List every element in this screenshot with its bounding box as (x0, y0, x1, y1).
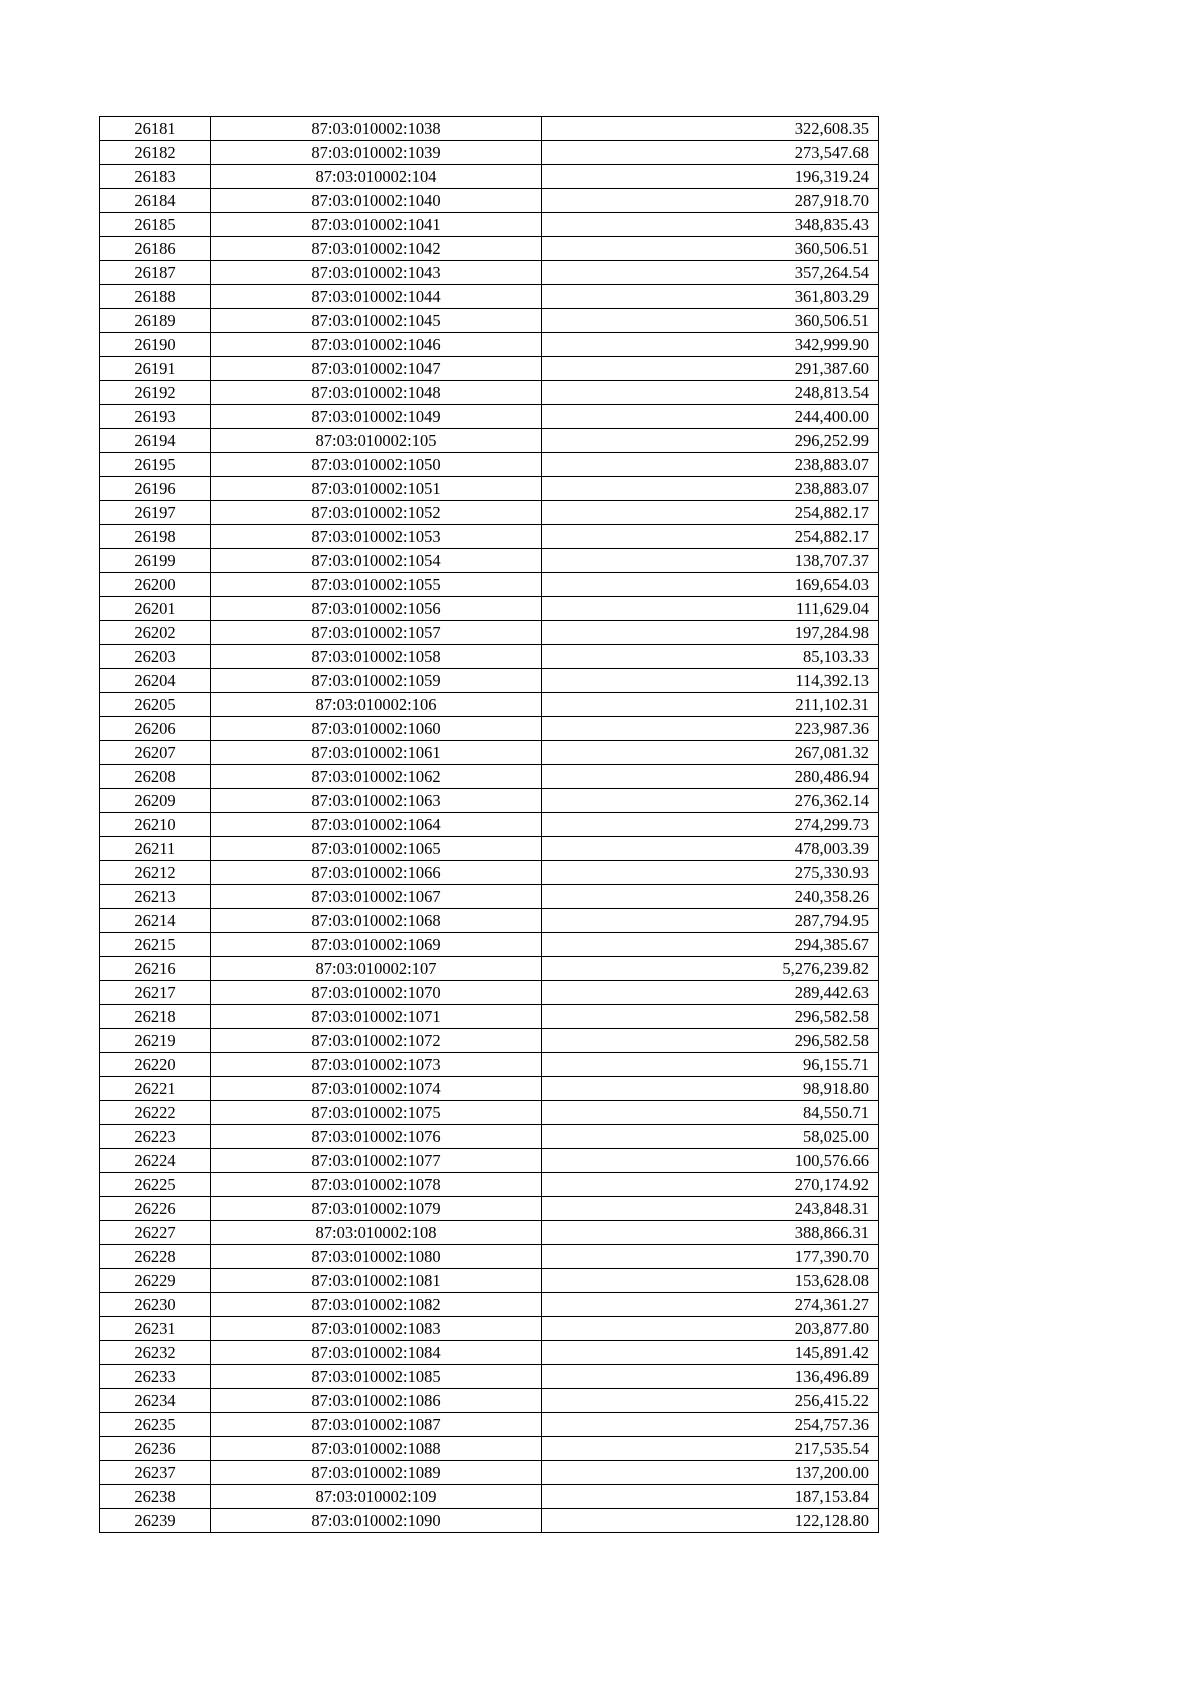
row-number-cell: 26181 (100, 117, 211, 141)
value-cell: 169,654.03 (542, 573, 879, 597)
table-row (100, 885, 879, 909)
table-row (100, 1101, 879, 1125)
row-number-cell: 26185 (100, 213, 211, 237)
cadastral-number-cell: 87:03:010002:109 (211, 1485, 542, 1509)
table-row (100, 549, 879, 573)
cadastral-number-cell: 87:03:010002:1053 (211, 525, 542, 549)
table-row (100, 141, 879, 165)
value-cell: 273,547.68 (542, 141, 879, 165)
table-row (100, 645, 879, 669)
row-number-cell: 26217 (100, 981, 211, 1005)
row-number-cell: 26227 (100, 1221, 211, 1245)
cadastral-number-cell: 87:03:010002:1060 (211, 717, 542, 741)
row-number-cell: 26186 (100, 237, 211, 261)
table-row (100, 813, 879, 837)
value-cell: 238,883.07 (542, 477, 879, 501)
table-row (100, 957, 879, 981)
value-cell: 276,362.14 (542, 789, 879, 813)
value-cell: 342,999.90 (542, 333, 879, 357)
table-row (100, 1029, 879, 1053)
cadastral-number-cell: 87:03:010002:1041 (211, 213, 542, 237)
cadastral-number-cell: 87:03:010002:1051 (211, 477, 542, 501)
cadastral-number-cell: 87:03:010002:1068 (211, 909, 542, 933)
cadastral-number-cell: 87:03:010002:1049 (211, 405, 542, 429)
value-cell: 114,392.13 (542, 669, 879, 693)
value-cell: 274,361.27 (542, 1293, 879, 1317)
data-table (99, 116, 879, 1533)
cadastral-number-cell: 87:03:010002:1050 (211, 453, 542, 477)
value-cell: 254,757.36 (542, 1413, 879, 1437)
cadastral-number-cell: 87:03:010002:1044 (211, 285, 542, 309)
cadastral-number-cell: 87:03:010002:1059 (211, 669, 542, 693)
table-row (100, 693, 879, 717)
row-number-cell: 26239 (100, 1509, 211, 1533)
table-row (100, 621, 879, 645)
cadastral-number-cell: 87:03:010002:1086 (211, 1389, 542, 1413)
table-row (100, 1509, 879, 1533)
row-number-cell: 26215 (100, 933, 211, 957)
table-row (100, 381, 879, 405)
cadastral-number-cell: 87:03:010002:107 (211, 957, 542, 981)
table-row (100, 1461, 879, 1485)
table-row (100, 501, 879, 525)
row-number-cell: 26221 (100, 1077, 211, 1101)
cadastral-number-cell: 87:03:010002:1039 (211, 141, 542, 165)
value-cell: 203,877.80 (542, 1317, 879, 1341)
value-cell: 244,400.00 (542, 405, 879, 429)
row-number-cell: 26230 (100, 1293, 211, 1317)
table-row (100, 453, 879, 477)
table-row (100, 237, 879, 261)
table-row (100, 717, 879, 741)
row-number-cell: 26234 (100, 1389, 211, 1413)
row-number-cell: 26226 (100, 1197, 211, 1221)
value-cell: 136,496.89 (542, 1365, 879, 1389)
value-cell: 388,866.31 (542, 1221, 879, 1245)
row-number-cell: 26209 (100, 789, 211, 813)
value-cell: 5,276,239.82 (542, 957, 879, 981)
table-row (100, 1077, 879, 1101)
cadastral-number-cell: 87:03:010002:1070 (211, 981, 542, 1005)
row-number-cell: 26235 (100, 1413, 211, 1437)
value-cell: 296,582.58 (542, 1005, 879, 1029)
row-number-cell: 26237 (100, 1461, 211, 1485)
cadastral-number-cell: 87:03:010002:1047 (211, 357, 542, 381)
value-cell: 177,390.70 (542, 1245, 879, 1269)
row-number-cell: 26189 (100, 309, 211, 333)
table-row (100, 1149, 879, 1173)
cadastral-number-cell: 87:03:010002:1076 (211, 1125, 542, 1149)
cadastral-number-cell: 87:03:010002:1083 (211, 1317, 542, 1341)
row-number-cell: 26206 (100, 717, 211, 741)
table-row (100, 1293, 879, 1317)
cadastral-number-cell: 87:03:010002:1063 (211, 789, 542, 813)
table-row (100, 213, 879, 237)
row-number-cell: 26200 (100, 573, 211, 597)
row-number-cell: 26213 (100, 885, 211, 909)
value-cell: 361,803.29 (542, 285, 879, 309)
value-cell: 287,918.70 (542, 189, 879, 213)
value-cell: 96,155.71 (542, 1053, 879, 1077)
value-cell: 270,174.92 (542, 1173, 879, 1197)
value-cell: 240,358.26 (542, 885, 879, 909)
table-row (100, 909, 879, 933)
value-cell: 348,835.43 (542, 213, 879, 237)
cadastral-number-cell: 87:03:010002:1067 (211, 885, 542, 909)
row-number-cell: 26231 (100, 1317, 211, 1341)
table-row (100, 285, 879, 309)
row-number-cell: 26182 (100, 141, 211, 165)
table-body (100, 117, 879, 1533)
cadastral-number-cell: 87:03:010002:1074 (211, 1077, 542, 1101)
table-row (100, 1125, 879, 1149)
cadastral-number-cell: 87:03:010002:1064 (211, 813, 542, 837)
row-number-cell: 26214 (100, 909, 211, 933)
cadastral-number-cell: 87:03:010002:1054 (211, 549, 542, 573)
cadastral-number-cell: 87:03:010002:1069 (211, 933, 542, 957)
cadastral-number-cell: 87:03:010002:108 (211, 1221, 542, 1245)
cadastral-number-cell: 87:03:010002:1081 (211, 1269, 542, 1293)
value-cell: 211,102.31 (542, 693, 879, 717)
cadastral-number-cell: 87:03:010002:1042 (211, 237, 542, 261)
table-row (100, 1269, 879, 1293)
cadastral-number-cell: 87:03:010002:1071 (211, 1005, 542, 1029)
table-row (100, 765, 879, 789)
value-cell: 145,891.42 (542, 1341, 879, 1365)
value-cell: 111,629.04 (542, 597, 879, 621)
cadastral-number-cell: 87:03:010002:1080 (211, 1245, 542, 1269)
row-number-cell: 26195 (100, 453, 211, 477)
value-cell: 287,794.95 (542, 909, 879, 933)
row-number-cell: 26196 (100, 477, 211, 501)
row-number-cell: 26236 (100, 1437, 211, 1461)
value-cell: 291,387.60 (542, 357, 879, 381)
row-number-cell: 26238 (100, 1485, 211, 1509)
cadastral-number-cell: 87:03:010002:1073 (211, 1053, 542, 1077)
table-row (100, 1389, 879, 1413)
table-row (100, 837, 879, 861)
value-cell: 294,385.67 (542, 933, 879, 957)
row-number-cell: 26210 (100, 813, 211, 837)
table-row (100, 861, 879, 885)
value-cell: 360,506.51 (542, 237, 879, 261)
row-number-cell: 26194 (100, 429, 211, 453)
row-number-cell: 26219 (100, 1029, 211, 1053)
table-row (100, 981, 879, 1005)
table-row (100, 933, 879, 957)
cadastral-number-cell: 87:03:010002:1048 (211, 381, 542, 405)
value-cell: 275,330.93 (542, 861, 879, 885)
table-row (100, 357, 879, 381)
table-row (100, 1197, 879, 1221)
row-number-cell: 26207 (100, 741, 211, 765)
cadastral-number-cell: 87:03:010002:1061 (211, 741, 542, 765)
value-cell: 254,882.17 (542, 525, 879, 549)
table-row (100, 1437, 879, 1461)
value-cell: 478,003.39 (542, 837, 879, 861)
value-cell: 322,608.35 (542, 117, 879, 141)
table-row (100, 1365, 879, 1389)
cadastral-number-cell: 87:03:010002:1084 (211, 1341, 542, 1365)
cadastral-number-cell: 87:03:010002:1066 (211, 861, 542, 885)
table-row (100, 1245, 879, 1269)
row-number-cell: 26224 (100, 1149, 211, 1173)
value-cell: 296,582.58 (542, 1029, 879, 1053)
table-row (100, 165, 879, 189)
cadastral-number-cell: 87:03:010002:1085 (211, 1365, 542, 1389)
table-row (100, 1341, 879, 1365)
row-number-cell: 26222 (100, 1101, 211, 1125)
row-number-cell: 26216 (100, 957, 211, 981)
table-row (100, 1005, 879, 1029)
value-cell: 137,200.00 (542, 1461, 879, 1485)
row-number-cell: 26223 (100, 1125, 211, 1149)
cadastral-number-cell: 87:03:010002:1058 (211, 645, 542, 669)
table-row (100, 309, 879, 333)
value-cell: 296,252.99 (542, 429, 879, 453)
table-row (100, 741, 879, 765)
value-cell: 360,506.51 (542, 309, 879, 333)
value-cell: 254,882.17 (542, 501, 879, 525)
value-cell: 223,987.36 (542, 717, 879, 741)
row-number-cell: 26211 (100, 837, 211, 861)
cadastral-number-cell: 87:03:010002:1040 (211, 189, 542, 213)
row-number-cell: 26229 (100, 1269, 211, 1293)
cadastral-number-cell: 87:03:010002:1057 (211, 621, 542, 645)
row-number-cell: 26199 (100, 549, 211, 573)
row-number-cell: 26225 (100, 1173, 211, 1197)
value-cell: 98,918.80 (542, 1077, 879, 1101)
table-row (100, 573, 879, 597)
row-number-cell: 26204 (100, 669, 211, 693)
cadastral-number-cell: 87:03:010002:1056 (211, 597, 542, 621)
cadastral-number-cell: 87:03:010002:1082 (211, 1293, 542, 1317)
table-row (100, 429, 879, 453)
value-cell: 357,264.54 (542, 261, 879, 285)
row-number-cell: 26202 (100, 621, 211, 645)
cadastral-number-cell: 87:03:010002:1043 (211, 261, 542, 285)
cadastral-number-cell: 87:03:010002:1090 (211, 1509, 542, 1533)
value-cell: 153,628.08 (542, 1269, 879, 1293)
value-cell: 248,813.54 (542, 381, 879, 405)
table-row (100, 117, 879, 141)
row-number-cell: 26190 (100, 333, 211, 357)
table-row (100, 189, 879, 213)
table-row (100, 1173, 879, 1197)
cadastral-number-cell: 87:03:010002:1062 (211, 765, 542, 789)
value-cell: 196,319.24 (542, 165, 879, 189)
cadastral-number-cell: 87:03:010002:105 (211, 429, 542, 453)
cadastral-number-cell: 87:03:010002:1045 (211, 309, 542, 333)
row-number-cell: 26233 (100, 1365, 211, 1389)
row-number-cell: 26198 (100, 525, 211, 549)
cadastral-number-cell: 87:03:010002:1038 (211, 117, 542, 141)
value-cell: 58,025.00 (542, 1125, 879, 1149)
table-row (100, 1413, 879, 1437)
row-number-cell: 26197 (100, 501, 211, 525)
row-number-cell: 26220 (100, 1053, 211, 1077)
table-row (100, 597, 879, 621)
table-row (100, 333, 879, 357)
value-cell: 217,535.54 (542, 1437, 879, 1461)
cadastral-number-cell: 87:03:010002:1079 (211, 1197, 542, 1221)
row-number-cell: 26232 (100, 1341, 211, 1365)
value-cell: 256,415.22 (542, 1389, 879, 1413)
value-cell: 267,081.32 (542, 741, 879, 765)
value-cell: 238,883.07 (542, 453, 879, 477)
value-cell: 274,299.73 (542, 813, 879, 837)
value-cell: 289,442.63 (542, 981, 879, 1005)
row-number-cell: 26193 (100, 405, 211, 429)
value-cell: 85,103.33 (542, 645, 879, 669)
cadastral-number-cell: 87:03:010002:1078 (211, 1173, 542, 1197)
row-number-cell: 26228 (100, 1245, 211, 1269)
table-row (100, 477, 879, 501)
cadastral-number-cell: 87:03:010002:106 (211, 693, 542, 717)
table-row (100, 789, 879, 813)
cadastral-number-cell: 87:03:010002:1052 (211, 501, 542, 525)
value-cell: 100,576.66 (542, 1149, 879, 1173)
table-row (100, 1053, 879, 1077)
cadastral-number-cell: 87:03:010002:1088 (211, 1437, 542, 1461)
table-row (100, 669, 879, 693)
table-row (100, 261, 879, 285)
row-number-cell: 26191 (100, 357, 211, 381)
row-number-cell: 26187 (100, 261, 211, 285)
row-number-cell: 26184 (100, 189, 211, 213)
table-row (100, 525, 879, 549)
row-number-cell: 26203 (100, 645, 211, 669)
table-row (100, 1485, 879, 1509)
value-cell: 187,153.84 (542, 1485, 879, 1509)
cadastral-number-cell: 87:03:010002:1055 (211, 573, 542, 597)
table-row (100, 405, 879, 429)
row-number-cell: 26188 (100, 285, 211, 309)
row-number-cell: 26201 (100, 597, 211, 621)
table-row (100, 1221, 879, 1245)
cadastral-number-cell: 87:03:010002:1089 (211, 1461, 542, 1485)
value-cell: 197,284.98 (542, 621, 879, 645)
cadastral-number-cell: 87:03:010002:1087 (211, 1413, 542, 1437)
cadastral-number-cell: 87:03:010002:1075 (211, 1101, 542, 1125)
row-number-cell: 26205 (100, 693, 211, 717)
value-cell: 280,486.94 (542, 765, 879, 789)
cadastral-number-cell: 87:03:010002:1065 (211, 837, 542, 861)
row-number-cell: 26218 (100, 1005, 211, 1029)
table-row (100, 1317, 879, 1341)
row-number-cell: 26208 (100, 765, 211, 789)
value-cell: 243,848.31 (542, 1197, 879, 1221)
row-number-cell: 26212 (100, 861, 211, 885)
row-number-cell: 26192 (100, 381, 211, 405)
row-number-cell: 26183 (100, 165, 211, 189)
value-cell: 122,128.80 (542, 1509, 879, 1533)
cadastral-number-cell: 87:03:010002:104 (211, 165, 542, 189)
value-cell: 84,550.71 (542, 1101, 879, 1125)
value-cell: 138,707.37 (542, 549, 879, 573)
cadastral-number-cell: 87:03:010002:1077 (211, 1149, 542, 1173)
cadastral-number-cell: 87:03:010002:1072 (211, 1029, 542, 1053)
cadastral-number-cell: 87:03:010002:1046 (211, 333, 542, 357)
